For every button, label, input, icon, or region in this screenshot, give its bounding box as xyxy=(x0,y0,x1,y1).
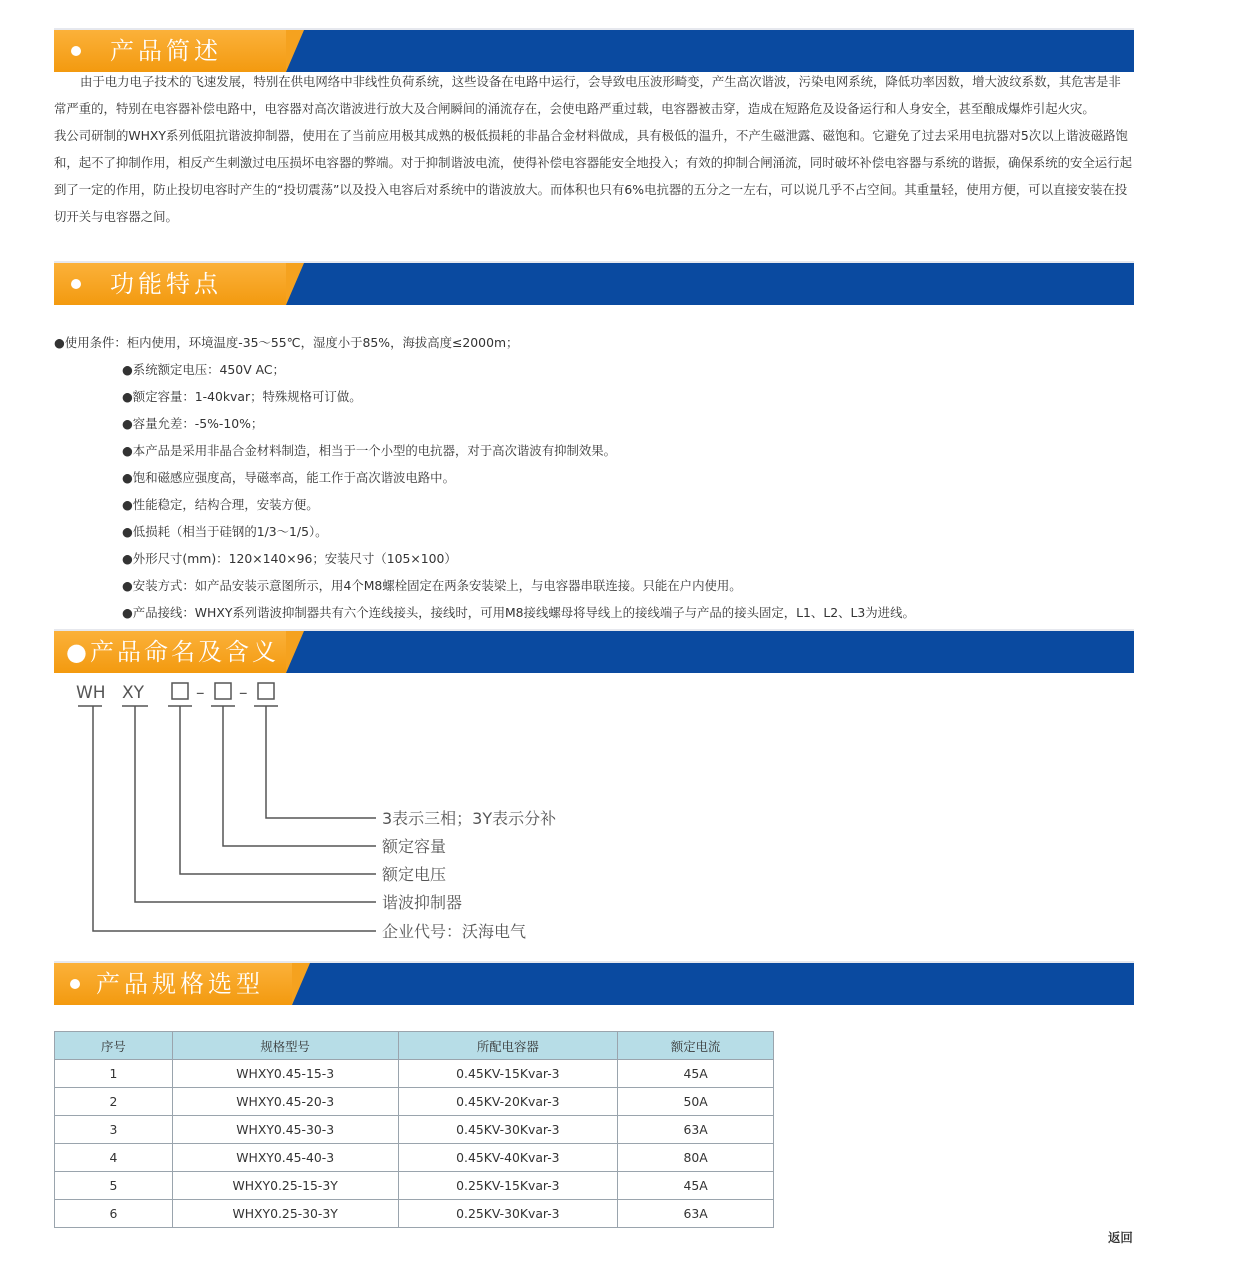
cell-current: 63A xyxy=(618,1200,774,1228)
table-row xyxy=(55,1200,774,1228)
feature-item: ●额定容量：1-40kvar；特殊规格可订做。 xyxy=(122,389,362,404)
back-link[interactable]: 返回 xyxy=(1108,1230,1133,1245)
cell-index: 1 xyxy=(55,1060,173,1088)
section-banner-specs xyxy=(54,961,1134,1005)
cell-current: 63A xyxy=(618,1116,774,1144)
banner-tab xyxy=(54,30,286,72)
cell-current: 80A xyxy=(618,1144,774,1172)
leader-line xyxy=(135,706,376,902)
col-header-capacitor: 所配电容器 xyxy=(398,1032,618,1060)
section-title-intro: 产品简述 xyxy=(110,37,222,65)
cell-index: 5 xyxy=(55,1172,173,1200)
cell-current: 45A xyxy=(618,1172,774,1200)
feature-item: ●容量允差：-5%-10%； xyxy=(122,416,264,431)
cell-index: 4 xyxy=(55,1144,173,1172)
feature-item: ●外形尺寸(mm)：120×140×96；安装尺寸（105×100） xyxy=(122,551,457,566)
section-banner-naming xyxy=(54,629,1134,673)
col-header-model: 规格型号 xyxy=(172,1032,398,1060)
code-box-phase xyxy=(258,683,274,699)
feature-item: ●安装方式：如产品安装示意图所示，用4个M8螺栓固定在两条安装梁上，与电容器串联连接。只能在户内使用。 xyxy=(122,578,742,593)
banner-tab xyxy=(54,263,286,305)
spec-table xyxy=(54,1031,774,1228)
legend-company: 企业代号：沃海电气 xyxy=(382,922,527,941)
cell-current: 45A xyxy=(618,1060,774,1088)
leader-line xyxy=(266,706,376,818)
section-banner-features xyxy=(54,261,1134,305)
code-box-voltage xyxy=(172,683,188,699)
cell-model: WHXY0.45-40-3 xyxy=(172,1144,398,1172)
cell-current: 50A xyxy=(618,1088,774,1116)
section-banner-intro xyxy=(54,28,1134,72)
section-title-specs: 产品规格选型 xyxy=(96,970,264,998)
code-dash-1: – xyxy=(196,683,205,703)
cell-capacitor: 0.45KV-20Kvar-3 xyxy=(398,1088,618,1116)
section-title-features: 功能特点 xyxy=(110,270,222,298)
code-wh: WH xyxy=(76,683,106,703)
bullet-dot-icon xyxy=(70,979,80,989)
bullet-dot-icon xyxy=(71,279,81,289)
leader-line xyxy=(180,706,376,874)
cell-model: WHXY0.45-30-3 xyxy=(172,1116,398,1144)
banner-tab xyxy=(54,631,286,673)
bullet-dot-icon xyxy=(71,46,81,56)
cell-model: WHXY0.25-15-3Y xyxy=(172,1172,398,1200)
cell-model: WHXY0.45-20-3 xyxy=(172,1088,398,1116)
legend-voltage: 额定电压 xyxy=(382,865,447,884)
table-row xyxy=(55,1144,774,1172)
table-row xyxy=(55,1088,774,1116)
cell-index: 6 xyxy=(55,1200,173,1228)
code-dash-2: – xyxy=(239,683,248,703)
feature-item: ●系统额定电压：450V AC； xyxy=(122,362,285,377)
cell-capacitor: 0.25KV-15Kvar-3 xyxy=(398,1172,618,1200)
intro-paragraph-2: 我公司研制的WHXY系列低阻抗谐波抑制器，使用在了当前应用极其成熟的极低损耗的非晶合金材料做成，具有极低的温升，不产生磁泄露、磁饱和。它避免了过去采用电抗器对5次以上谐波磁路饱和，起不了抑制作用，相反产生刺激过电压损坏电容器的弊端。对于抑制谐波电流，使得补偿电容器能安全地投入；有效的抑制合闸涌流，同时破坏补偿电容器与系统的谐振，确保系统的安全运行起到了一定的作用，防止投切电容时产生的“投切震荡”以及投入电容后对系统中的谐波放大。而体积也只有6%电抗器的五分之一左右，可以说几乎不占空间。其重量轻，使用方便，可以直接安装在投切开关与电容器之间。 xyxy=(54,128,1132,224)
feature-item: ●使用条件：柜内使用，环境温度-35～55℃，湿度小于85%，海拔高度≤2000m； xyxy=(54,335,519,350)
naming-diagram xyxy=(54,678,614,948)
code-xy: XY xyxy=(122,683,145,703)
legend-capacity: 额定容量 xyxy=(382,837,447,856)
feature-item: ●产品接线：WHXY系列谐波抑制器共有六个连线接头，接线时，可用M8接线螺母将导线上的接线端子与产品的接头固定，L1、L2、L3为进线。 xyxy=(122,605,915,620)
code-box-capacity xyxy=(215,683,231,699)
cell-capacitor: 0.45KV-40Kvar-3 xyxy=(398,1144,618,1172)
col-header-current: 额定电流 xyxy=(618,1032,774,1060)
cell-capacitor: 0.25KV-30Kvar-3 xyxy=(398,1200,618,1228)
leader-line xyxy=(223,706,376,846)
cell-model: WHXY0.45-15-3 xyxy=(172,1060,398,1088)
feature-item: ●本产品是采用非晶合金材料制造，相当于一个小型的电抗器，对于高次谐波有抑制效果。 xyxy=(122,443,617,458)
cell-model: WHXY0.25-30-3Y xyxy=(172,1200,398,1228)
feature-item: ●低损耗（相当于硅钢的1/3～1/5）。 xyxy=(122,524,328,539)
table-header-row xyxy=(55,1032,774,1060)
banner-tab xyxy=(54,963,292,1005)
table-row xyxy=(55,1116,774,1144)
table-row xyxy=(55,1172,774,1200)
feature-item: ●性能稳定，结构合理，安装方便。 xyxy=(122,497,319,512)
table-row xyxy=(55,1060,774,1088)
cell-capacitor: 0.45KV-30Kvar-3 xyxy=(398,1116,618,1144)
naming-diagram-svg xyxy=(54,678,614,948)
legend-phase: 3表示三相；3Y表示分补 xyxy=(382,809,557,828)
legend-product: 谐波抑制器 xyxy=(382,893,463,912)
col-header-index: 序号 xyxy=(55,1032,173,1060)
cell-capacitor: 0.45KV-15Kvar-3 xyxy=(398,1060,618,1088)
cell-index: 2 xyxy=(55,1088,173,1116)
cell-index: 3 xyxy=(55,1116,173,1144)
feature-item: ●饱和磁感应强度高，导磁率高，能工作于高次谐波电路中。 xyxy=(122,470,455,485)
section-title-naming: ●产品命名及含义 xyxy=(66,638,279,666)
intro-paragraph-1: 由于电力电子技术的飞速发展，特别在供电网络中非线性负荷系统，这些设备在电路中运行，会导致电压波形畸变，产生高次谐波，污染电网系统，降低功率因数，增大波纹系数，其危害是非常严重的，特别在电容器补偿电路中，电容器对高次谐波进行放大及合闸瞬间的涌流存在，会使电路严重过载，电容器被击穿，造成在短路危及设备运行和人身安全，甚至酿成爆炸引起火灾。 xyxy=(54,74,1121,116)
